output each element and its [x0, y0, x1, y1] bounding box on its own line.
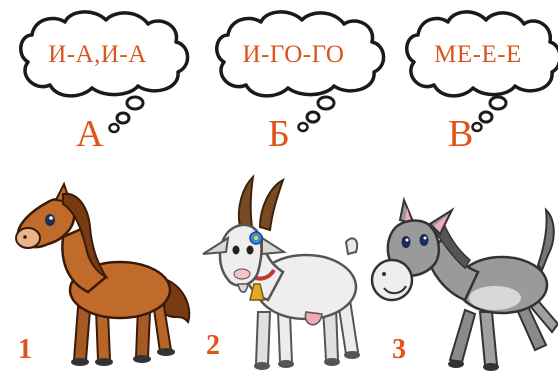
thought-cloud-icon	[206, 0, 391, 145]
speech-bubble-b	[206, 0, 391, 145]
letter-b: Б	[268, 113, 290, 155]
goat-illustration	[198, 172, 373, 372]
thought-cloud-icon	[398, 0, 558, 145]
bubble-b-text: И-ГО-ГО	[242, 41, 345, 68]
horse-icon	[8, 182, 198, 372]
bubble-a-text: И-А,И-А	[48, 41, 147, 68]
letter-c: В	[448, 113, 474, 155]
speech-bubble-c	[398, 0, 558, 145]
number-1: 1	[18, 334, 32, 365]
number-3: 3	[392, 334, 406, 365]
goat-icon	[198, 172, 373, 372]
horse-illustration	[8, 182, 198, 372]
letter-a: А	[76, 113, 104, 155]
number-2: 2	[206, 330, 220, 361]
bubble-c-text: МЕ-Е-Е	[434, 41, 522, 68]
